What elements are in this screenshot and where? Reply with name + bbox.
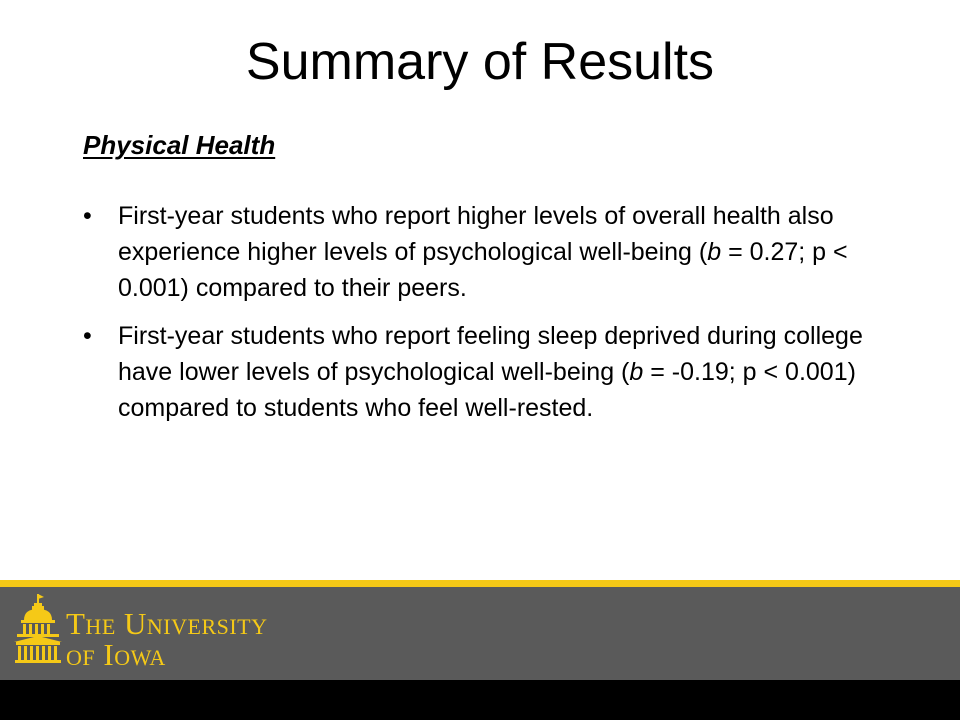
bullet-text-end: = -0.19; p < 0.001) compared to students who feel well-rested. <box>118 358 856 422</box>
section-heading: Physical Health <box>83 130 276 160</box>
bullet-list <box>83 198 883 438</box>
logo-line-university: The University <box>66 606 268 641</box>
bullet-marker: • <box>83 322 92 350</box>
bullet-text-end: = 0.27; p < 0.001) compared to their peers. <box>118 238 848 302</box>
coefficient-symbol: b <box>629 358 644 386</box>
bullet-item <box>83 318 883 426</box>
old-capitol-dome-icon <box>14 594 62 666</box>
bullet-item <box>83 198 883 306</box>
slide-title: Summary of Results <box>245 33 715 91</box>
bullet-text-start: First-year students who report feeling sleep deprived during college have lower levels of psychological well-being ( <box>118 322 863 386</box>
bullet-text-start: First-year students who report higher levels of overall health also experience higher levels of psychological well-being ( <box>118 202 834 266</box>
footer-gold-stripe <box>0 580 960 587</box>
bullet-marker: • <box>83 202 92 230</box>
university-logo-text <box>66 608 268 670</box>
footer-bottom-bar <box>0 680 960 720</box>
coefficient-symbol: b <box>707 238 722 266</box>
logo-line-iowa: of Iowa <box>66 637 166 672</box>
